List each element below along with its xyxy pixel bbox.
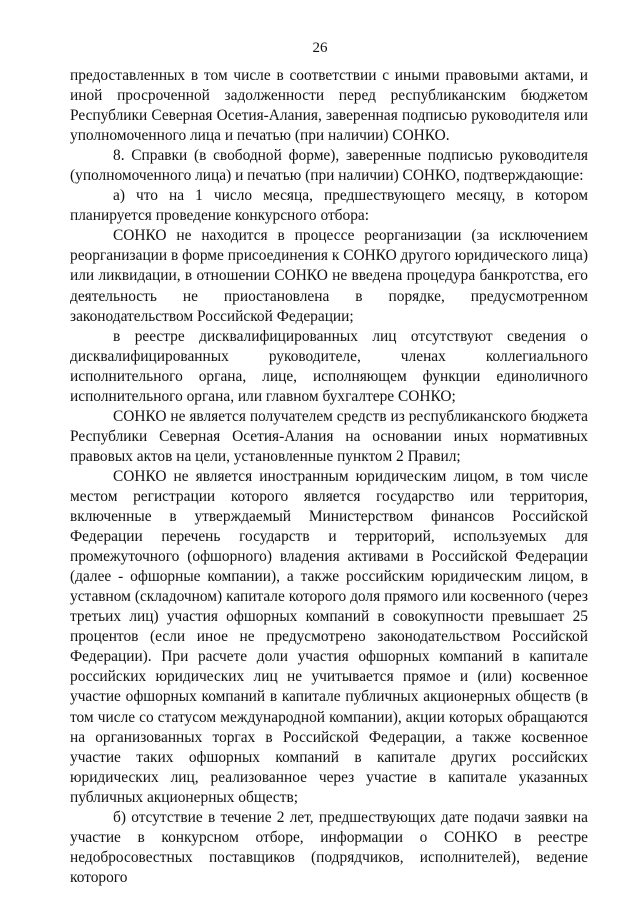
paragraph-subitem-b: б) отсутствие в течение 2 лет, предшествующих дате подачи заявки на участие в конкурсном отборе, информации о СОНКО в реестре недобросовестных поставщиков (подрядчиков, исполнителей), ведение которого [70, 808, 588, 886]
paragraph-budget-funds: СОНКО не является получателем средств из республиканского бюджета Республики Северная Осетия-Алания на основании иных нормативных правовых актов на цели, установленные пунктом 2 Правил; [70, 407, 588, 465]
paragraph-offshore: СОНКО не является иностранным юридическим лицом, в том числе местом регистрации которого является государство или территория, включенные в утверждаемый Министерством финансов Российской Федерации перечень государств и территорий, используемых для промежуточного (офшорного) владения активами в Российской Федерации (далее - офшорные компании), а также российским юридическим лицом, в уставном (складочном) капитале которого доля прямого или косвенного (через третьих лиц) участия офшорных компаний в совокупности превышает 25 процентов (если иное не предусмотрено законодательством Российской Федерации). При расчете доли участия офшорных компаний в капитале российских юридических лиц не учитывается прямое и (или) косвенное участие офшорных компаний в капитале публичных акционерных обществ (в том числе со статусом международной компании), акции которых обращаются на организованных торгах в Российской Федерации, а также косвенное участие таких офшорных компаний в капитале других российских юридических лиц, реализованное через участие в капитале указанных публичных акционерных обществ; [70, 467, 588, 806]
page-number: 26 [312, 40, 328, 56]
paragraph-item-8: 8. Справки (в свободной форме), заверенные подписью руководителя (уполномоченного лица) и печатью (при наличии) СОНКО, подтверждающие: [70, 147, 588, 185]
paragraph-subitem-a: а) что на 1 число месяца, предшествующего месяцу, в котором планируется проведение конкурсного отбора: [70, 187, 588, 225]
paragraph-reorganization: СОНКО не находится в процессе реорганизации (за исключением реорганизации в форме присоединения к СОНКО другого юридического лица) или ликвидации, в отношении СОНКО не введена процедура банкротства, его деятельность не приостановлена в порядке, предусмотренном законодательством Российской Федерации; [70, 227, 588, 325]
paragraph-disqualified-persons: в реестре дисквалифицированных лиц отсутствуют сведения о дисквалифицированных руководителе, членах коллегиального исполнительного органа, лице, исполняющем функции единоличного исполнительного органа, или главном бухгалтере СОНКО; [70, 327, 588, 405]
page-body [70, 66, 588, 888]
paragraph-continuation: предоставленных в том числе в соответствии с иными правовыми актами, и иной просроченной задолженности перед республиканским бюджетом Республики Северная Осетия-Алания, заверенная подписью руководителя или уполномоченного лица и печатью (при наличии) СОНКО. [70, 67, 588, 145]
